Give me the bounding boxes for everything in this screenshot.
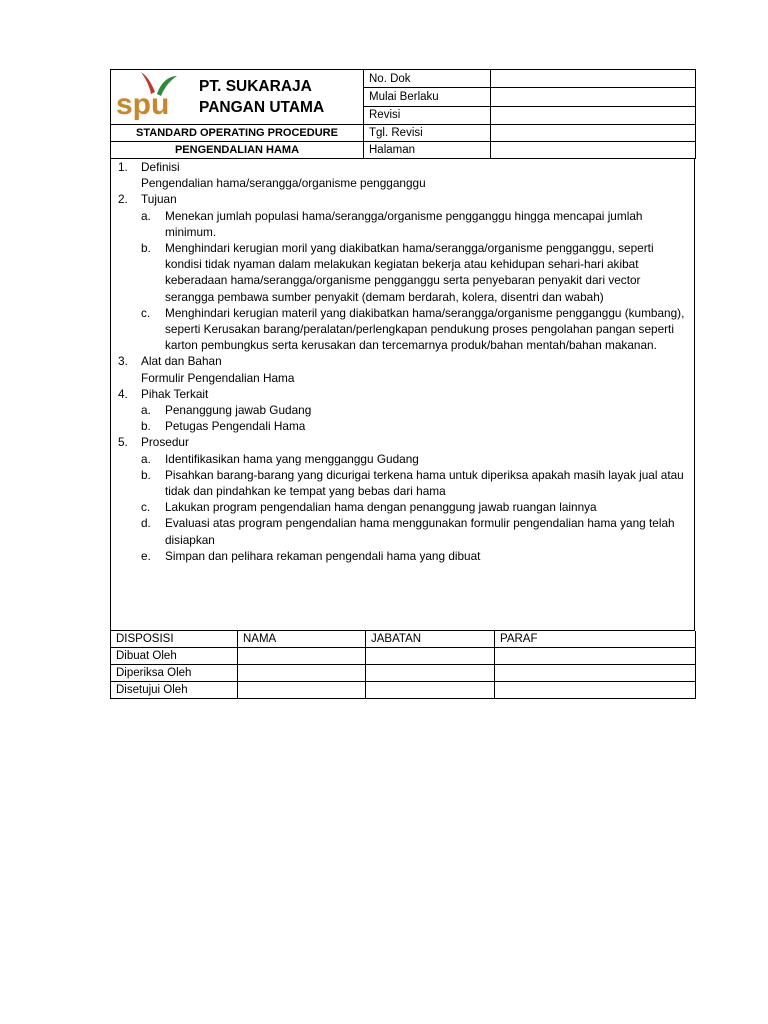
section-title: Alat dan Bahan xyxy=(141,354,222,369)
company-line-1: PT. SUKARAJA xyxy=(199,78,312,95)
field-label-mulai-berlaku: Mulai Berlaku xyxy=(364,88,491,106)
section-title: Tujuan xyxy=(141,192,177,207)
field-label-tgl-revisi: Tgl. Revisi xyxy=(364,125,491,142)
list-item xyxy=(141,499,688,515)
section-title: Definisi xyxy=(141,160,180,174)
list-item xyxy=(141,467,688,499)
table-row xyxy=(111,648,696,665)
section-number: 3. xyxy=(118,354,128,369)
table-row xyxy=(111,682,696,699)
cell-paraf[interactable] xyxy=(495,665,696,682)
header-paraf: PARAF xyxy=(495,631,696,648)
item-letter: b. xyxy=(141,419,151,434)
item-letter: c. xyxy=(141,305,151,320)
field-value-tgl-revisi[interactable] xyxy=(491,125,696,142)
item-text: Petugas Pengendali Hama xyxy=(165,419,306,434)
header-disposisi: DISPOSISI xyxy=(111,631,238,648)
field-value-mulai-berlaku[interactable] xyxy=(491,88,696,106)
sop-document xyxy=(110,69,695,699)
list-item xyxy=(141,305,688,354)
item-letter: a. xyxy=(141,208,151,223)
row-label-diperiksa: Diperiksa Oleh xyxy=(111,665,238,682)
cell-paraf[interactable] xyxy=(495,682,696,699)
item-letter: a. xyxy=(141,451,151,466)
field-label-halaman: Halaman xyxy=(364,142,491,159)
list-item xyxy=(141,402,688,418)
sop-title-line-1: STANDARD OPERATING PROCEDURE xyxy=(111,125,364,142)
item-letter: a. xyxy=(141,403,151,418)
company-cell xyxy=(111,70,364,125)
cell-nama[interactable] xyxy=(238,665,366,682)
section-items xyxy=(118,451,688,564)
section-title: Prosedur xyxy=(141,435,189,450)
field-value-revisi[interactable] xyxy=(491,106,696,124)
company-logo xyxy=(115,70,187,124)
section-text: Formulir Pengendalian Hama xyxy=(141,370,295,385)
cell-jabatan[interactable] xyxy=(366,682,495,699)
cell-nama[interactable] xyxy=(238,682,366,699)
section-tujuan xyxy=(118,191,688,207)
item-text: Menekan jumlah populasi hama/serangga/organisme pengganggu hingga mencapai jumlah minimum. xyxy=(165,208,643,239)
header-jabatan: JABATAN xyxy=(366,631,495,648)
row-label-disetujui: Disetujui Oleh xyxy=(111,682,238,699)
item-text: Menghindari kerugian moril yang diakibatkan hama/serangga/organisme pengganggu, seperti kondisi tidak nyaman dalam melakukan kegiatan bekerja atau kehidupan sehari-hari akibat keberadaan hama/serangga/organisme pengganggu serta penyebaran penyakit dari vector serangga pembawa sumber penyakit (demam berdarah, kolera, disentri dan wabah) xyxy=(165,241,654,304)
procedure-body xyxy=(110,159,695,631)
section-title: Pihak Terkait xyxy=(141,386,209,401)
item-text: Evaluasi atas program pengendalian hama menggunakan formulir pengendalian hama yang telah disiapkan xyxy=(165,516,675,547)
item-text: Lakukan program pengendalian hama dengan penanggung jawab ruangan lainnya xyxy=(165,500,597,515)
item-letter: d. xyxy=(141,516,151,531)
table-row xyxy=(111,665,696,682)
logo-text: spu xyxy=(116,88,170,121)
header-nama: NAMA xyxy=(238,631,366,648)
item-text: Penanggung jawab Gudang xyxy=(165,403,312,418)
field-label-no-dok: No. Dok xyxy=(364,70,491,88)
section-definisi xyxy=(118,159,688,175)
cell-jabatan[interactable] xyxy=(366,665,495,682)
section-alat-bahan xyxy=(118,353,688,369)
item-letter: b. xyxy=(141,467,151,482)
field-label-revisi: Revisi xyxy=(364,106,491,124)
company-name xyxy=(199,76,324,118)
cell-jabatan[interactable] xyxy=(366,648,495,665)
section-items xyxy=(118,402,688,434)
item-text: Identifikasikan hama yang mengganggu Gudang xyxy=(165,451,419,466)
item-text: Simpan dan pelihara rekaman pengendali hama yang dibuat xyxy=(165,548,481,563)
section-items xyxy=(118,208,688,354)
list-item xyxy=(141,208,688,240)
item-text: Menghindari kerugian materil yang diakibatkan hama/serangga/organisme pengganggu (kumbang), seperti Kerusakan barang/peralatan/perlengkapan pendukung proses pengolahan pangan seperti karton pembungkus serta kerusakan dan tercemarnya produk/bahan mentah/bahan makanan. xyxy=(165,305,685,353)
header-table xyxy=(110,69,696,159)
section-number: 1. xyxy=(118,160,128,174)
field-value-no-dok[interactable] xyxy=(491,70,696,88)
row-label-dibuat: Dibuat Oleh xyxy=(111,648,238,665)
list-item xyxy=(141,418,688,434)
item-letter: b. xyxy=(141,241,151,256)
section-prosedur xyxy=(118,434,688,450)
disposition-table xyxy=(110,631,696,699)
section-pihak-terkait xyxy=(118,386,688,402)
item-text: Pisahkan barang-barang yang dicurigai terkena hama untuk diperiksa apakah masih layak jual atau tidak dan pindahkan ke tempat yang bebas dari hama xyxy=(165,467,684,499)
cell-nama[interactable] xyxy=(238,648,366,665)
cell-paraf[interactable] xyxy=(495,648,696,665)
section-text: Pengendalian hama/serangga/organisme pengganggu xyxy=(141,176,426,191)
list-item xyxy=(141,515,688,547)
list-item xyxy=(141,240,688,305)
field-value-halaman[interactable] xyxy=(491,142,696,159)
item-letter: c. xyxy=(141,500,151,515)
section-number: 4. xyxy=(118,386,128,401)
sop-title-line-2: PENGENDALIAN HAMA xyxy=(111,142,364,159)
item-letter: e. xyxy=(141,548,151,563)
list-item xyxy=(141,451,688,467)
section-number: 5. xyxy=(118,435,128,450)
list-item xyxy=(141,548,688,564)
company-line-2: PANGAN UTAMA xyxy=(199,99,325,116)
section-number: 2. xyxy=(118,192,128,207)
